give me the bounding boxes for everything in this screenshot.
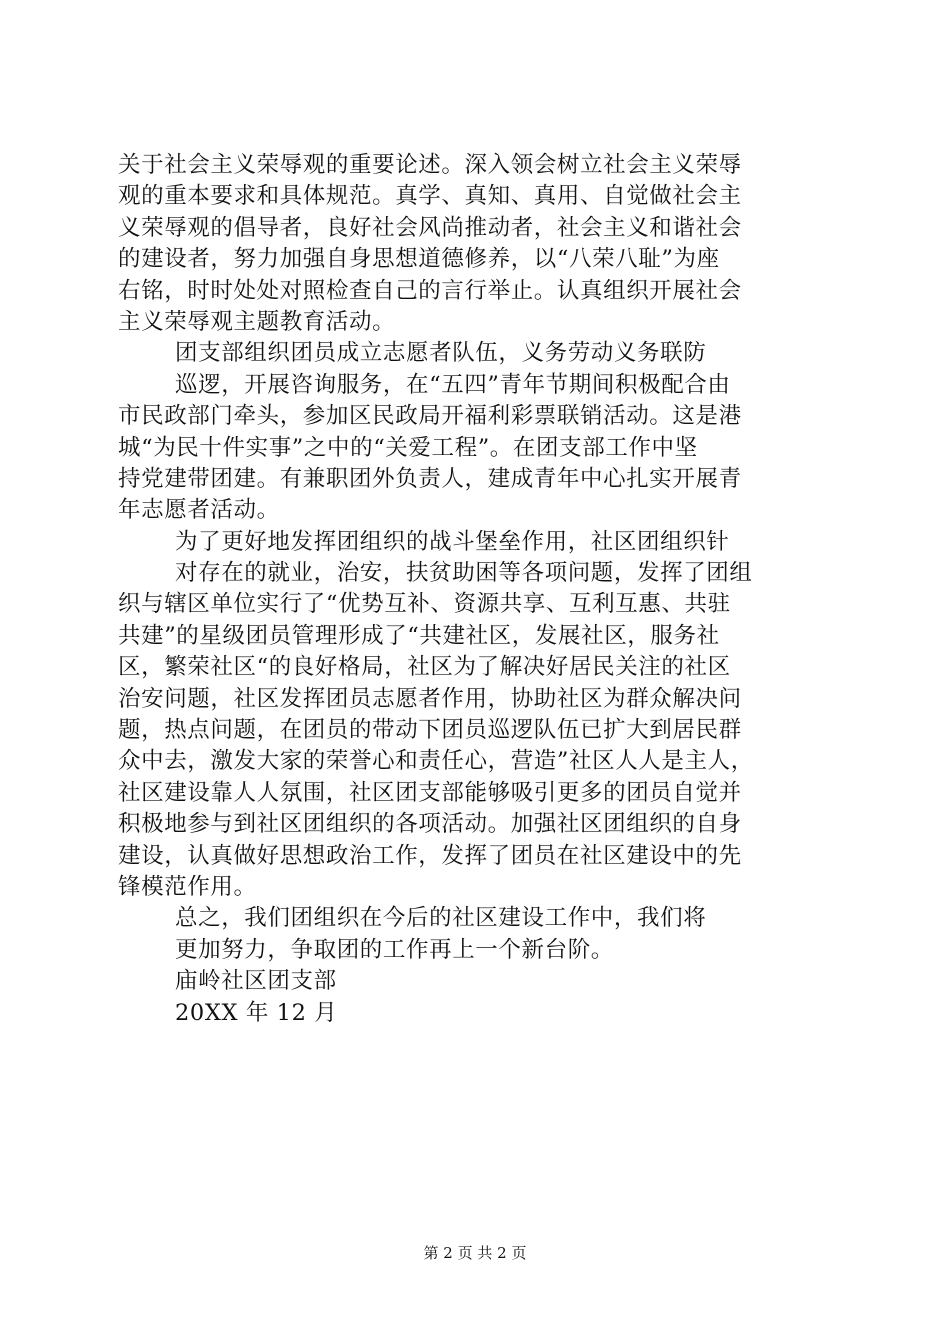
- page-indicator: 第 2 页 共 2 页: [423, 1244, 527, 1262]
- body-line: 年志愿者活动。: [118, 497, 280, 524]
- body-line: 织与辖区单位实行了“优势互补、资源共享、互利互惠、共驻: [118, 591, 731, 618]
- body-line: 更加努力，争取团的工作再上一个新台阶。: [175, 936, 614, 963]
- body-line: 对存在的就业，治安，扶贫助困等各项问题，发挥了团组: [175, 560, 753, 587]
- body-line: 持党建带团建。有兼职团外负责人，建成青年中心扎实开展青: [118, 465, 742, 492]
- body-line: 社区建设靠人人氛围，社区团支部能够吸引更多的团员自觉并: [118, 779, 742, 806]
- body-line: 积极地参与到社区团组织的各项活动。加强社区团组织的自身: [118, 811, 742, 838]
- body-line: 的建设者，努力加强自身思想道德修养，以“八荣八耻”为座: [118, 246, 720, 273]
- body-line: 观的重本要求和具体规范。真学、真知、真用、自觉做社会主: [118, 183, 742, 210]
- body-line: 右铭，时时处处对照检查自己的言行举止。认真组织开展社会: [118, 277, 742, 304]
- body-line: 关于社会主义荣辱观的重要论述。深入领会树立社会主义荣辱: [118, 152, 742, 178]
- document-body: [118, 150, 838, 1029]
- body-line: 众中去，激发大家的荣誉心和责任心，营造”社区人人是主人，: [118, 748, 754, 775]
- body-line: 锋模范作用。: [118, 873, 257, 900]
- body-line: 题，热点问题，在团员的带动下团员巡逻队伍已扩大到居民群: [118, 717, 742, 744]
- signature-organization: 庙岭社区团支部: [175, 968, 337, 995]
- page-footer: [0, 1243, 950, 1263]
- body-line: 共建”的星级团员管理形成了“共建社区，发展社区，服务社: [118, 622, 720, 649]
- body-line: 团支部组织团员成立志愿者队伍，义务劳动义务联防: [175, 340, 707, 367]
- body-line: 巡逻，开展咨询服务，在“五四”青年节期间积极配合由: [175, 371, 731, 398]
- body-line: 区，繁荣社区“的良好格局，社区为了解决好居民关注的社区: [118, 654, 731, 681]
- body-line: 城“为民十件实事”之中的“关爱工程”。在团支部工作中坚: [118, 434, 698, 461]
- body-line: 为了更好地发挥团组织的战斗堡垒作用，社区团组织针: [175, 528, 730, 555]
- body-line: 治安问题，社区发挥团员志愿者作用，协助社区为群众解决问: [118, 685, 742, 712]
- signature-date: 20XX 年 12 月: [175, 999, 338, 1026]
- body-line: 市民政部门牵头，参加区民政局开福利彩票联销活动。这是港: [118, 403, 742, 430]
- body-line: 主义荣辱观主题教育活动。: [118, 308, 396, 335]
- body-line: 建设，认真做好思想政治工作，发挥了团员在社区建设中的先: [118, 842, 742, 869]
- body-line: 总之，我们团组织在今后的社区建设工作中，我们将: [175, 905, 707, 932]
- body-line: 义荣辱观的倡导者，良好社会风尚推动者，社会主义和谐社会: [118, 214, 742, 241]
